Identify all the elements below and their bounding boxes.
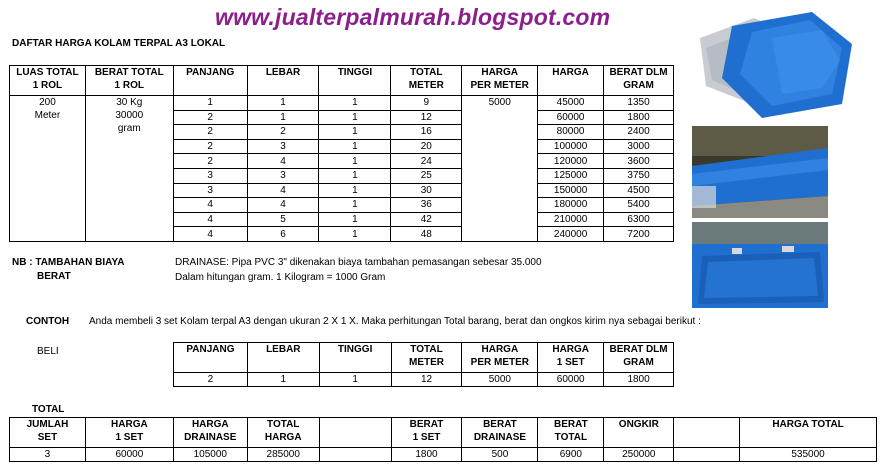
cell-tinggi: 1 <box>319 125 391 140</box>
cell-panjang: 4 <box>173 198 247 213</box>
pond-row-photo <box>692 126 828 218</box>
beli-table <box>173 342 674 387</box>
cell-harga: 125000 <box>538 168 604 183</box>
cell-total-meter: 9 <box>391 96 462 111</box>
cell-total-meter: 36 <box>391 198 462 213</box>
cell-panjang: 2 <box>173 125 247 140</box>
price-table <box>9 65 674 242</box>
cell-berat: 1350 <box>604 96 674 111</box>
total-header-ongkir: ONGKIR <box>604 418 674 448</box>
cell-panjang: 1 <box>173 96 247 111</box>
header-harga-per-meter: HARGA PER METER <box>462 66 538 96</box>
total-header-harga-total: HARGA TOTAL <box>740 418 877 448</box>
cell-panjang: 4 <box>173 227 247 242</box>
beli-harga-per-meter: 5000 <box>462 373 538 387</box>
cell-harga: 60000 <box>538 110 604 125</box>
pond-pool-photo <box>692 222 828 308</box>
contoh-text: Anda membeli 3 set Kolam terpal A3 dengan ukuran 2 X 1 X. Maka perhitungan Total barang, berat dan ongkos kirim nya sebagai berikut : <box>89 316 701 327</box>
cell-tinggi: 1 <box>319 96 391 111</box>
contoh-label: CONTOH <box>26 316 70 327</box>
total-berat-1set: 1800 <box>391 448 462 462</box>
total-header-blank <box>319 418 391 448</box>
nb-label: NB : TAMBAHAN BIAYA <box>12 257 125 268</box>
table-row <box>10 96 674 111</box>
cell-lebar: 4 <box>247 154 319 169</box>
beli-harga-1set: 60000 <box>538 373 604 387</box>
total-blank <box>319 448 391 462</box>
harga-per-meter-cell: 5000 <box>462 96 538 242</box>
cell-total-meter: 25 <box>391 168 462 183</box>
cell-berat: 5400 <box>604 198 674 213</box>
cell-harga: 210000 <box>538 212 604 227</box>
header-panjang: PANJANG <box>173 66 247 96</box>
cell-total-meter: 16 <box>391 125 462 140</box>
cell-lebar: 3 <box>247 168 319 183</box>
cell-tinggi: 1 <box>319 198 391 213</box>
cell-tinggi: 1 <box>319 110 391 125</box>
cell-berat: 3600 <box>604 154 674 169</box>
cell-harga: 120000 <box>538 154 604 169</box>
cell-total-meter: 30 <box>391 183 462 198</box>
cell-berat: 7200 <box>604 227 674 242</box>
header-tinggi: TINGGI <box>319 66 391 96</box>
beli-label: BELI <box>37 346 59 357</box>
cell-harga: 180000 <box>538 198 604 213</box>
total-header-blank-2 <box>674 418 740 448</box>
total-header-berat-drainase: BERAT DRAINASE <box>462 418 538 448</box>
beli-lebar: 1 <box>247 373 319 387</box>
cell-lebar: 6 <box>247 227 319 242</box>
total-header-jumlah-set: JUMLAH SET <box>10 418 86 448</box>
total-ongkir: 250000 <box>604 448 674 462</box>
berat-note: Dalam hitungan gram. 1 Kilogram = 1000 Gram <box>175 272 386 283</box>
beli-row <box>174 373 674 387</box>
total-row <box>10 448 877 462</box>
cell-harga: 150000 <box>538 183 604 198</box>
beli-header-harga-per-meter: HARGA PER METER <box>462 343 538 373</box>
cell-tinggi: 1 <box>319 183 391 198</box>
cell-harga: 45000 <box>538 96 604 111</box>
cell-lebar: 3 <box>247 139 319 154</box>
total-harga-total: 535000 <box>740 448 877 462</box>
cell-panjang: 2 <box>173 110 247 125</box>
header-berat-total: BERAT TOTAL 1 ROL <box>85 66 173 96</box>
total-header-harga-1set: HARGA 1 SET <box>85 418 173 448</box>
total-jumlah-set: 3 <box>10 448 86 462</box>
cell-berat: 4500 <box>604 183 674 198</box>
total-harga-1set: 60000 <box>85 448 173 462</box>
beli-berat: 1800 <box>604 373 674 387</box>
cell-tinggi: 1 <box>319 168 391 183</box>
cell-panjang: 3 <box>173 183 247 198</box>
cell-total-meter: 24 <box>391 154 462 169</box>
beli-header-lebar: LEBAR <box>247 343 319 373</box>
drainase-note: DRAINASE: Pipa PVC 3" dikenakan biaya tambahan pemasangan sebesar 35.000 <box>175 257 542 268</box>
cell-berat: 2400 <box>604 125 674 140</box>
cell-harga: 240000 <box>538 227 604 242</box>
total-berat-drainase: 500 <box>462 448 538 462</box>
total-header-berat-total: BERAT TOTAL <box>538 418 604 448</box>
beli-tinggi: 1 <box>319 373 391 387</box>
site-url[interactable]: www.jualterpalmurah.blogspot.com <box>215 4 611 30</box>
cell-lebar: 1 <box>247 96 319 111</box>
total-blank-2 <box>674 448 740 462</box>
cell-berat: 1800 <box>604 110 674 125</box>
total-harga-drainase: 105000 <box>173 448 247 462</box>
total-header-total-harga: TOTAL HARGA <box>247 418 319 448</box>
cell-panjang: 3 <box>173 168 247 183</box>
total-berat-total: 6900 <box>538 448 604 462</box>
cell-lebar: 4 <box>247 183 319 198</box>
total-header-harga-drainase: HARGA DRAINASE <box>173 418 247 448</box>
cell-berat: 3000 <box>604 139 674 154</box>
total-table <box>9 417 877 462</box>
cell-lebar: 2 <box>247 125 319 140</box>
berat-label: BERAT <box>37 271 71 282</box>
cell-harga: 80000 <box>538 125 604 140</box>
berat-total-cell: 30 Kg 30000 gram <box>85 96 173 242</box>
header-lebar: LEBAR <box>247 66 319 96</box>
total-label: TOTAL <box>32 404 65 415</box>
cell-tinggi: 1 <box>319 227 391 242</box>
beli-header-berat-dlm-gram: BERAT DLM GRAM <box>604 343 674 373</box>
header-luas-total: LUAS TOTAL 1 ROL <box>10 66 86 96</box>
cell-total-meter: 48 <box>391 227 462 242</box>
cell-panjang: 2 <box>173 139 247 154</box>
cell-total-meter: 42 <box>391 212 462 227</box>
table-title: DAFTAR HARGA KOLAM TERPAL A3 LOKAL <box>12 38 226 49</box>
header-total-meter: TOTAL METER <box>391 66 462 96</box>
cell-lebar: 1 <box>247 110 319 125</box>
cell-lebar: 4 <box>247 198 319 213</box>
cell-berat: 3750 <box>604 168 674 183</box>
cell-tinggi: 1 <box>319 212 391 227</box>
beli-header-harga-1set: HARGA 1 SET <box>538 343 604 373</box>
beli-header-tinggi: TINGGI <box>319 343 391 373</box>
total-total-harga: 285000 <box>247 448 319 462</box>
beli-total-meter: 12 <box>391 373 462 387</box>
beli-header-total-meter: TOTAL METER <box>391 343 462 373</box>
cell-panjang: 2 <box>173 154 247 169</box>
beli-panjang: 2 <box>174 373 248 387</box>
cell-tinggi: 1 <box>319 154 391 169</box>
total-header-berat-1set: BERAT 1 SET <box>391 418 462 448</box>
tarp-sheet-photo <box>692 8 858 120</box>
header-berat-dlm-gram: BERAT DLM GRAM <box>604 66 674 96</box>
cell-total-meter: 12 <box>391 110 462 125</box>
cell-lebar: 5 <box>247 212 319 227</box>
cell-total-meter: 20 <box>391 139 462 154</box>
cell-tinggi: 1 <box>319 139 391 154</box>
header-harga: HARGA <box>538 66 604 96</box>
cell-panjang: 4 <box>173 212 247 227</box>
luas-total-cell: 200 Meter <box>10 96 86 242</box>
cell-berat: 6300 <box>604 212 674 227</box>
beli-header-panjang: PANJANG <box>174 343 248 373</box>
cell-harga: 100000 <box>538 139 604 154</box>
